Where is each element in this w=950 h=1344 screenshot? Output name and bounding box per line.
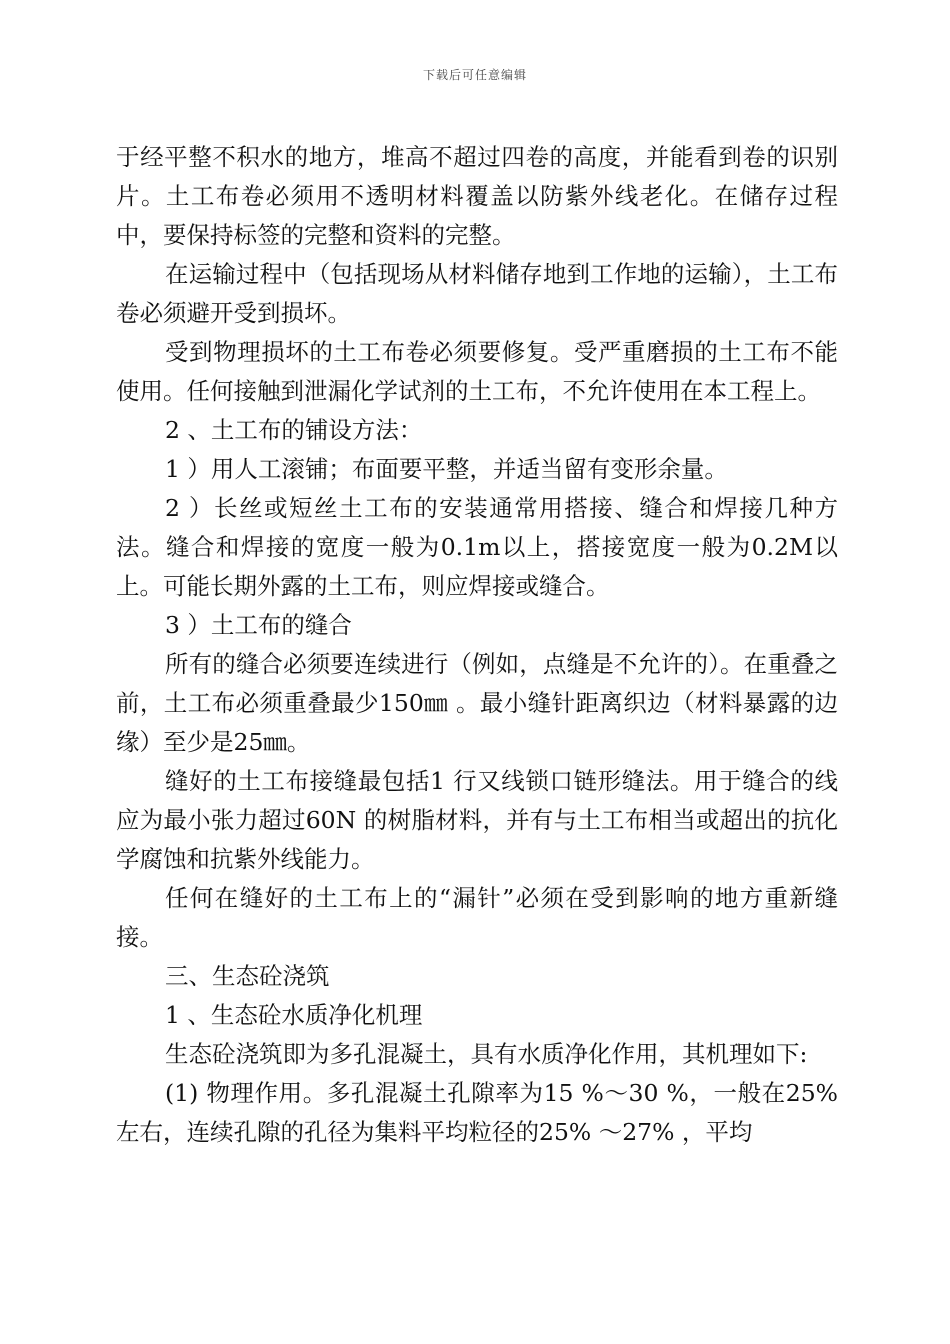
paragraph-storage: 于经平整不积水的地方，堆高不超过四卷的高度，并能看到卷的识别片。土工布卷必须用不透明材料覆盖以防紫外线老化。在储存过程中，要保持标签的完整和资料的完整。 (116, 143, 838, 249)
section-heading-eco-concrete: 三、生态砼浇筑 (165, 962, 330, 990)
paragraph-porous-concrete: 生态砼浇筑即为多孔混凝土，具有水质净化作用，其机理如下: (165, 1040, 808, 1068)
section-heading-laying-method: 2 、土工布的铺设方法： (165, 416, 423, 444)
list-item-manual-rolling: 1 ）用人工滚铺；布面要平整，并适当留有变形余量。 (165, 455, 728, 483)
list-item-sewing-heading: 3 ）土工布的缝合 (165, 611, 352, 639)
paragraph-missed-stitch: 任何在缝好的土工布上的“漏针”必须在受到影响的地方重新缝接。 (116, 884, 838, 951)
paragraph-continuous-sewing: 所有的缝合必须要连续进行（例如，点缝是不允许的）。在重叠之前，土工布必须重叠最少150㎜ 。最小缝针距离织边（材料暴露的边缘）至少是25㎜。 (116, 650, 838, 756)
paragraph-damage: 受到物理损坏的土工布卷必须要修复。受严重磨损的土工布不能使用。任何接触到泄漏化学试剂的土工布，不允许使用在本工程上。 (116, 338, 838, 405)
paragraph-physical-effect: (1) 物理作用。多孔混凝土孔隙率为15 %～30 %，一般在25% 左右，连续孔隙的孔径为集料平均粒径的25% ～27% ，平均 (116, 1079, 838, 1146)
document-body (116, 138, 838, 1152)
page-header-note: 下载后可任意编辑 (422, 68, 527, 82)
list-item-installation-methods: 2 ）长丝或短丝土工布的安装通常用搭接、缝合和焊接几种方法。缝合和焊接的宽度一般为0.1m以上，搭接宽度一般为0.2M以上。可能长期外露的土工布，则应焊接或缝合。 (116, 494, 838, 600)
paragraph-transport: 在运输过程中（包括现场从材料储存地到工作地的运输），土工布卷必须避开受到损坏。 (116, 260, 838, 327)
subsection-heading-purification-mechanism: 1 、生态砼水质净化机理 (165, 1001, 423, 1029)
paragraph-seam-thread: 缝好的土工布接缝最包括1 行又线锁口链形缝法。用于缝合的线应为最小张力超过60N 的树脂材料，并有与土工布相当或超出的抗化学腐蚀和抗紫外线能力。 (116, 767, 838, 873)
